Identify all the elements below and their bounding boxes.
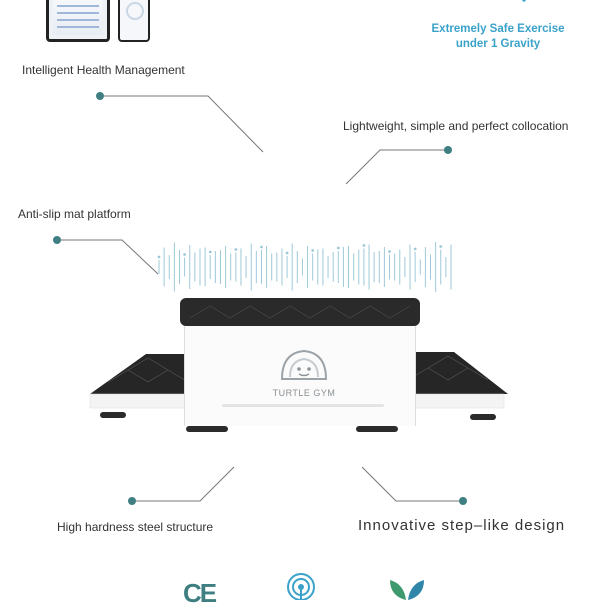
tagline-line-1: Extremely Safe Exercise xyxy=(431,23,565,35)
feature-intelligent-label: Intelligent Health Management xyxy=(22,63,185,77)
vibration-waves xyxy=(155,232,455,302)
wave-dot xyxy=(158,256,160,258)
left-step-pad xyxy=(88,352,194,412)
foot-pad-left xyxy=(100,412,126,418)
platform-top-mat xyxy=(180,298,420,328)
signal-icon xyxy=(286,572,316,600)
wave-dot xyxy=(235,249,237,251)
tagline-line-2: under 1 Gravity xyxy=(455,38,541,50)
wave-dot xyxy=(440,246,442,248)
leader-line-steel xyxy=(135,467,234,501)
wave-dot xyxy=(261,246,263,248)
foot-left xyxy=(186,426,228,432)
ce-mark-icon: CE xyxy=(183,578,216,608)
wave-dot xyxy=(337,247,339,249)
wave-dot xyxy=(286,252,288,254)
leader-line-innovative xyxy=(362,467,461,501)
wave-dot xyxy=(363,245,365,247)
dot-intelligent xyxy=(96,92,104,100)
dot-innovative xyxy=(459,497,467,505)
wave-dot xyxy=(389,251,391,253)
dot-antislip xyxy=(53,236,61,244)
foot-pad-right xyxy=(470,414,496,420)
leader-line-antislip xyxy=(60,240,158,274)
wave-dot xyxy=(184,254,186,256)
leaf-icon xyxy=(388,578,426,600)
feature-innovative-label: Innovative step–like design xyxy=(358,517,566,534)
feature-antislip-label: Anti-slip mat platform xyxy=(18,207,131,221)
wave-dot xyxy=(209,251,211,253)
dot-steel xyxy=(128,497,136,505)
foot-right xyxy=(356,426,398,432)
brand-name: TURTLE GYM xyxy=(272,388,336,398)
wave-dot xyxy=(312,250,314,252)
leader-line-lightweight xyxy=(346,150,446,184)
feature-lightweight-label: Lightweight, simple and perfect collocation xyxy=(343,119,569,133)
dot-lightweight xyxy=(444,146,452,154)
feature-steel-label: High hardness steel structure xyxy=(57,520,214,534)
right-step-pad xyxy=(404,350,508,412)
leader-line-intelligent xyxy=(104,96,263,152)
wave-dot xyxy=(414,248,416,250)
